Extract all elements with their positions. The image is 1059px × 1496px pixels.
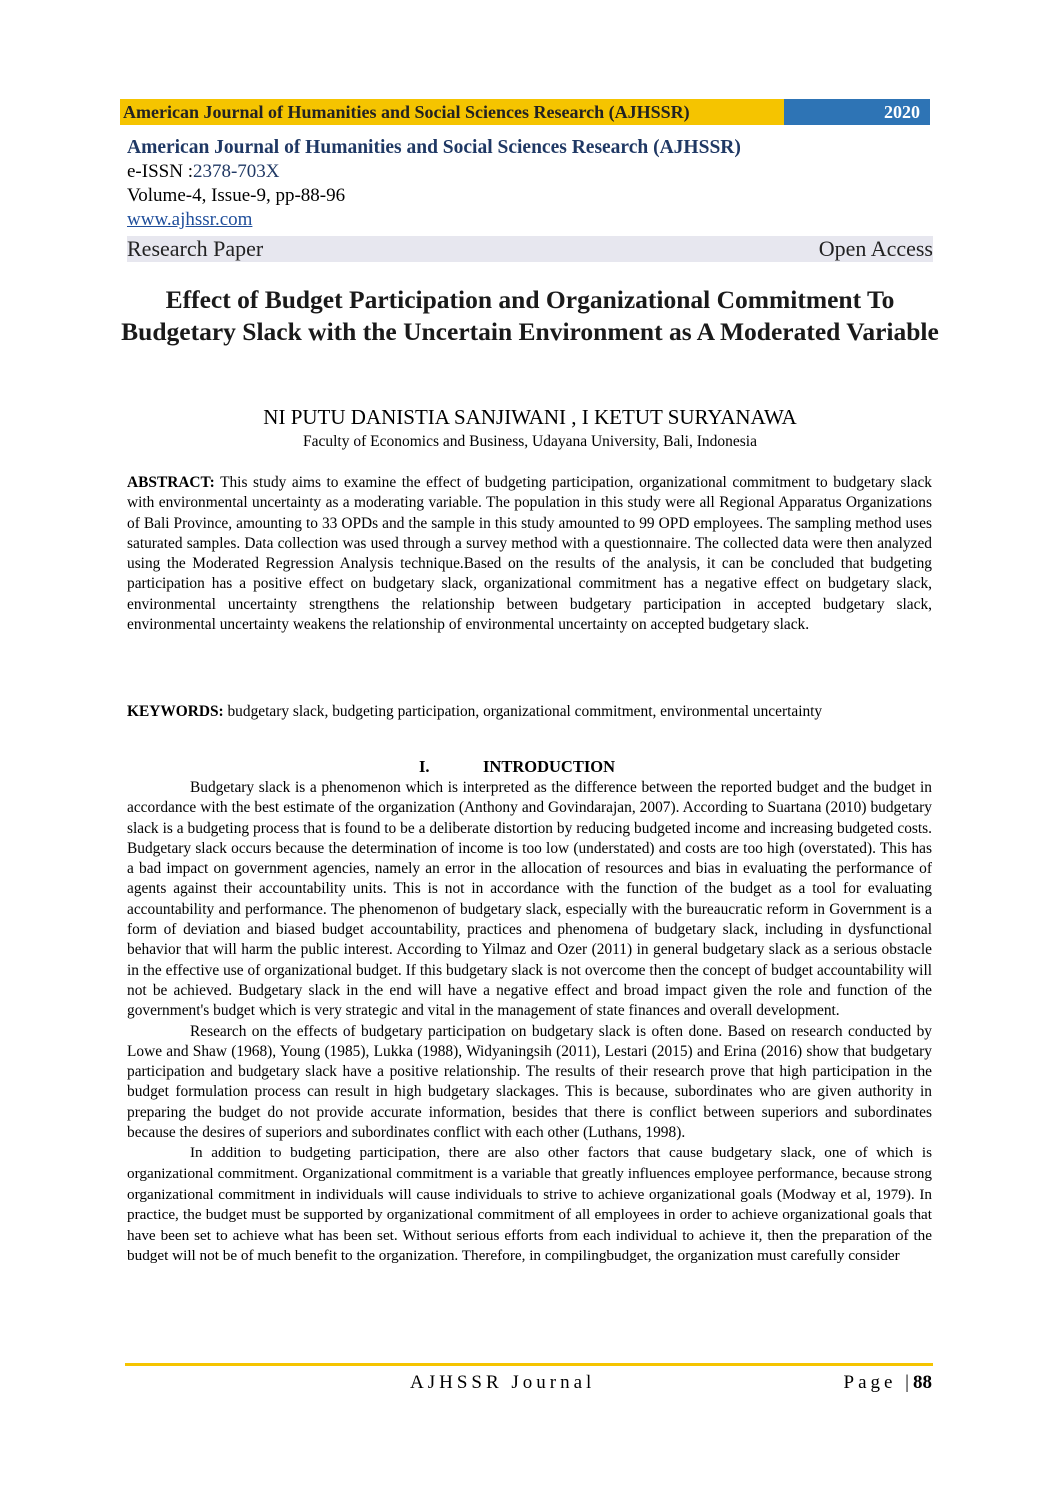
journal-title: American Journal of Humanities and Social Sciences Research (AJHSSR) xyxy=(127,137,741,158)
journal-info xyxy=(127,136,933,232)
header-journal-name: American Journal of Humanities and Social Sciences Research (AJHSSR) xyxy=(120,99,784,125)
eissn-line xyxy=(127,160,933,184)
website-link[interactable]: www.ajhssr.com xyxy=(127,209,253,230)
paper-title: Effect of Budget Participation and Organizational Commitment To Budgetary Slack with the Uncertain Environment as A Moderated Variable xyxy=(121,285,939,346)
footer-page xyxy=(844,1372,933,1394)
access-type: Open Access xyxy=(818,236,933,261)
abstract-text: This study aims to examine the effect of budgeting participation, organizational commitment to budgetary slack with environmental uncertainty as a moderating variable. The population in this study were all Regional Apparatus Organizations of Bali Province, amounting to 33 OPDs and the sample in this study amounted to 99 OPD employees. The sampling method uses saturated samples. Data collection was used through a survey method with a questionnaire. The collected data were then analyzed using the Moderated Regression Analysis technique.Based on the results of the analysis, it can be concluded that budgeting participation has a positive effect on budgetary slack, organizational commitment has a negative effect on budgetary slack, environmental uncertainty strengthens the relationship between budgetary participation in accepted budgetary slack, environmental uncertainty weakens the relationship of environmental uncertainty on accepted budgetary slack. xyxy=(127,474,932,634)
section-name: INTRODUCTION xyxy=(483,757,616,776)
footer-page-label: Page | xyxy=(843,1372,913,1393)
abstract xyxy=(127,473,932,635)
section-number: I. xyxy=(419,757,430,776)
abstract-label: ABSTRACT: xyxy=(127,474,215,491)
paper-type-bar xyxy=(127,236,933,262)
footer-page-number: 88 xyxy=(913,1372,932,1393)
introduction-body xyxy=(127,778,932,1267)
authors: NI PUTU DANISTIA SANJIWANI , I KETUT SURYANAWA xyxy=(263,405,797,429)
keywords-label: KEYWORDS: xyxy=(127,703,224,720)
affiliation: Faculty of Economics and Business, Udayana University, Bali, Indonesia xyxy=(302,433,757,450)
header-year: 2020 xyxy=(784,99,930,125)
eissn-label: e-ISSN : xyxy=(127,161,193,182)
intro-paragraph-1: Budgetary slack is a phenomenon which is interpreted as the difference between the reported budget and the budget in accordance with the best estimate of the organization (Anthony and Govindarajan, 2007). According to Suartana (2010) budgetary slack is a budgeting process that is found to be a deliberate distortion by reducing budgeted income and increasing budgeted costs. Budgetary slack occurs because the determination of income is too low (understated) and costs are too high (overstated). This has a bad impact on government agencies, namely an error in the allocation of resources and bias in evaluating the performance of agents against their accountability units. This is not in accordance with the function of the budget as a tool for evaluating accountability and performance. The phenomenon of budgetary slack, especially with the bureaucratic reform in Government is a form of deviation and biased budget accountability, practices and phenomena of budgetary slack, including in dysfunctional behavior that will harm the public interest. According to Yilmaz and Ozer (2011) in general budgetary slack as a serious obstacle in the effective use of organizational budget. If this budgetary slack is not overcome then the concept of budget accountability will not be achieved. Budgetary slack in the end will have a negative effect and broad impact given the role and function of the government's budget which is very strategic and vital in the management of state finances and overall development. xyxy=(127,779,932,1020)
paper-type: Research Paper xyxy=(127,236,264,261)
footer-journal: AJHSSR Journal xyxy=(410,1372,596,1393)
keywords-text: budgetary slack, budgeting participation, organizational commitment, environmental uncertainty xyxy=(223,703,823,720)
intro-paragraph-3: In addition to budgeting participation, there are also other factors that cause budgetary slack, one of which is organizational commitment. Organizational commitment is a variable that greatly influences employee performance, because strong organizational commitment in individuals will cause individuals to strive to achieve organizational goals (Modway et al, 1979). In practice, the budget must be supported by organizational commitment of all employees in order to achieve organizational goals that have been set to achieve what has been set. Without serious efforts from each individual to achieve it, then the preparation of the budget will not be of much benefit to the organization. Therefore, in compilingbudget, the organization must carefully consider xyxy=(127,1144,932,1265)
footer-rule xyxy=(125,1363,933,1366)
eissn-value: 2378-703X xyxy=(192,161,280,182)
intro-paragraph-2: Research on the effects of budgetary participation on budgetary slack is often done. Based on research conducted by Lowe and Shaw (1968), Young (1985), Lukka (1988), Widyaningsih (2011), Lestari (2015) and Erina (2016) show that budgetary participation and budgetary slack have a positive relationship. The results of their research prove that high participation in the budget formulation process can result in high budgetary slackages. This is because, subordinates who are given authority in preparing the budget do not provide accurate information, besides that there is conflict between superiors and subordinates because the desires of superiors and subordinates conflict with each other (Luthans, 1998). xyxy=(127,1022,932,1142)
volume-line: Volume-4, Issue-9, pp-88-96 xyxy=(127,185,346,206)
keywords xyxy=(127,702,932,722)
journal-header-band xyxy=(120,99,930,125)
